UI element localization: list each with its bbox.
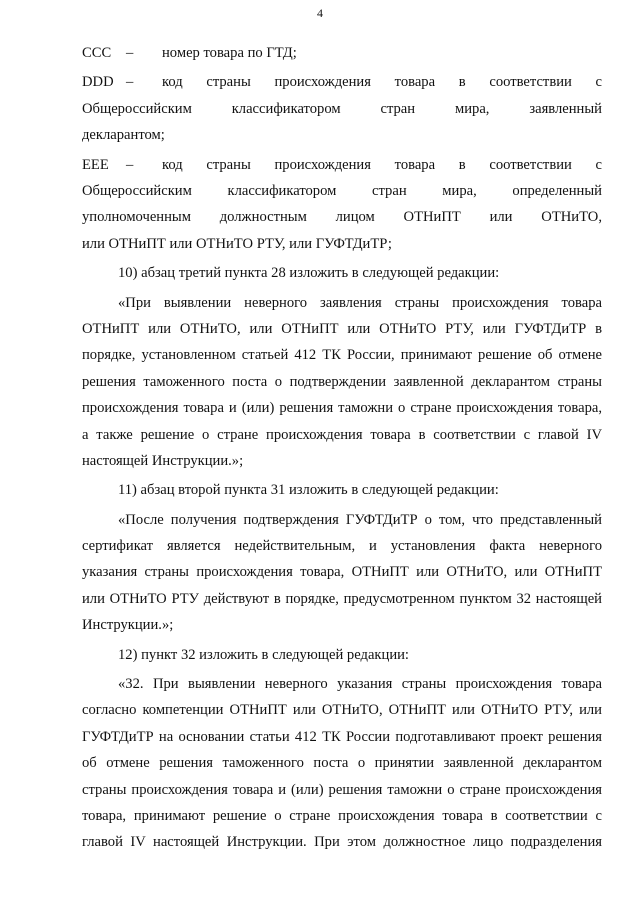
- definition-text: номер товара по ГТД;: [162, 45, 297, 61]
- text-line: Общероссийским классификатором стран мира, заявленный: [82, 100, 602, 117]
- text-line: Общероссийским классификатором стран мира, определенный: [82, 183, 602, 199]
- definition-text: код страны происхождения товара в соответствии с: [162, 156, 602, 173]
- text-line: сертификат является недействительным, и установления факта неверного: [82, 538, 602, 555]
- text-line: Инструкции.»;: [82, 617, 174, 634]
- text-line: ГУФТДиТР на основании статьи 412 ТК России подготавливают проект решения: [82, 728, 602, 745]
- amendment-item-11: 11) абзац второй пункта 31 изложить в следующей редакции:: [118, 482, 499, 499]
- quoted-paragraph: [82, 671, 602, 856]
- text-line: главой IV настоящей Инструкции. При этом должностное лицо подразделения: [82, 834, 602, 851]
- text-line: ОТНиПТ или ОТНиТО, или ОТНиПТ или ОТНиТО РТУ, или ГУФТДиТР в: [82, 320, 602, 337]
- definition-dash: –: [126, 74, 134, 91]
- text-line: или ОТНиТО РТУ действуют в порядке, предусмотренном пунктом 32 настоящей: [82, 590, 602, 607]
- text-line: а также решение о стране происхождения товара в соответствии с главой IV: [82, 426, 602, 443]
- text-line: «После получения подтверждения ГУФТДиТР о том, что представленный: [118, 511, 602, 528]
- text-line: товара, принимают решение о стране происхождения товара в соответствии с: [82, 807, 602, 824]
- text-line: происхождения товара и (или) решения таможни о стране происхождения товара,: [82, 400, 602, 417]
- text-line: страны происхождения товара и (или) решения таможни о стране происхождения: [82, 781, 602, 798]
- quoted-paragraph: [82, 290, 602, 475]
- document-body: [82, 40, 602, 856]
- definition-dash: –: [126, 45, 134, 61]
- text-line: уполномоченным должностным лицом ОТНиПТ или ОТНиТО,: [82, 209, 602, 226]
- definition-ccc: [82, 40, 602, 66]
- text-line: настоящей Инструкции.»;: [82, 452, 244, 469]
- definition-term: CCC: [82, 45, 112, 61]
- text-line: согласно компетенции ОТНиПТ или ОТНиТО, ОТНиПТ или ОТНиТО РТУ, или: [82, 702, 602, 719]
- text-line: «При выявлении неверного заявления страны происхождения товара: [118, 294, 602, 311]
- quoted-paragraph: [82, 507, 602, 639]
- amendment-item-12: 12) пункт 32 изложить в следующей редакции:: [118, 646, 409, 663]
- text-line: или ОТНиПТ или ОТНиТО РТУ, или ГУФТДиТР;: [82, 235, 392, 252]
- text-line: декларантом;: [82, 127, 165, 144]
- definition-dash: –: [126, 156, 134, 173]
- text-line: «32. При выявлении неверного указания страны происхождения товара: [118, 676, 602, 693]
- text-line: об отмене решения таможенного поста о принятии заявленной декларантом: [82, 755, 602, 772]
- text-line: решения таможенного поста о подтверждении заявленной декларантом страны: [82, 373, 602, 390]
- definition-term: DDD: [82, 74, 114, 91]
- amendment-item-10: 10) абзац третий пункта 28 изложить в следующей редакции:: [118, 265, 500, 282]
- definition-eee: [82, 152, 602, 178]
- page-number: 4: [317, 6, 323, 20]
- definition-text: код страны происхождения товара в соответствии с: [162, 74, 602, 91]
- definition-term: EEE: [82, 156, 109, 173]
- definition-ddd: [82, 69, 602, 95]
- text-line: указания страны происхождения товара, ОТНиПТ или ОТНиТО, или ОТНиПТ: [82, 564, 602, 581]
- text-line: порядке, установленном статьей 412 ТК России, принимают решение об отмене: [82, 347, 602, 364]
